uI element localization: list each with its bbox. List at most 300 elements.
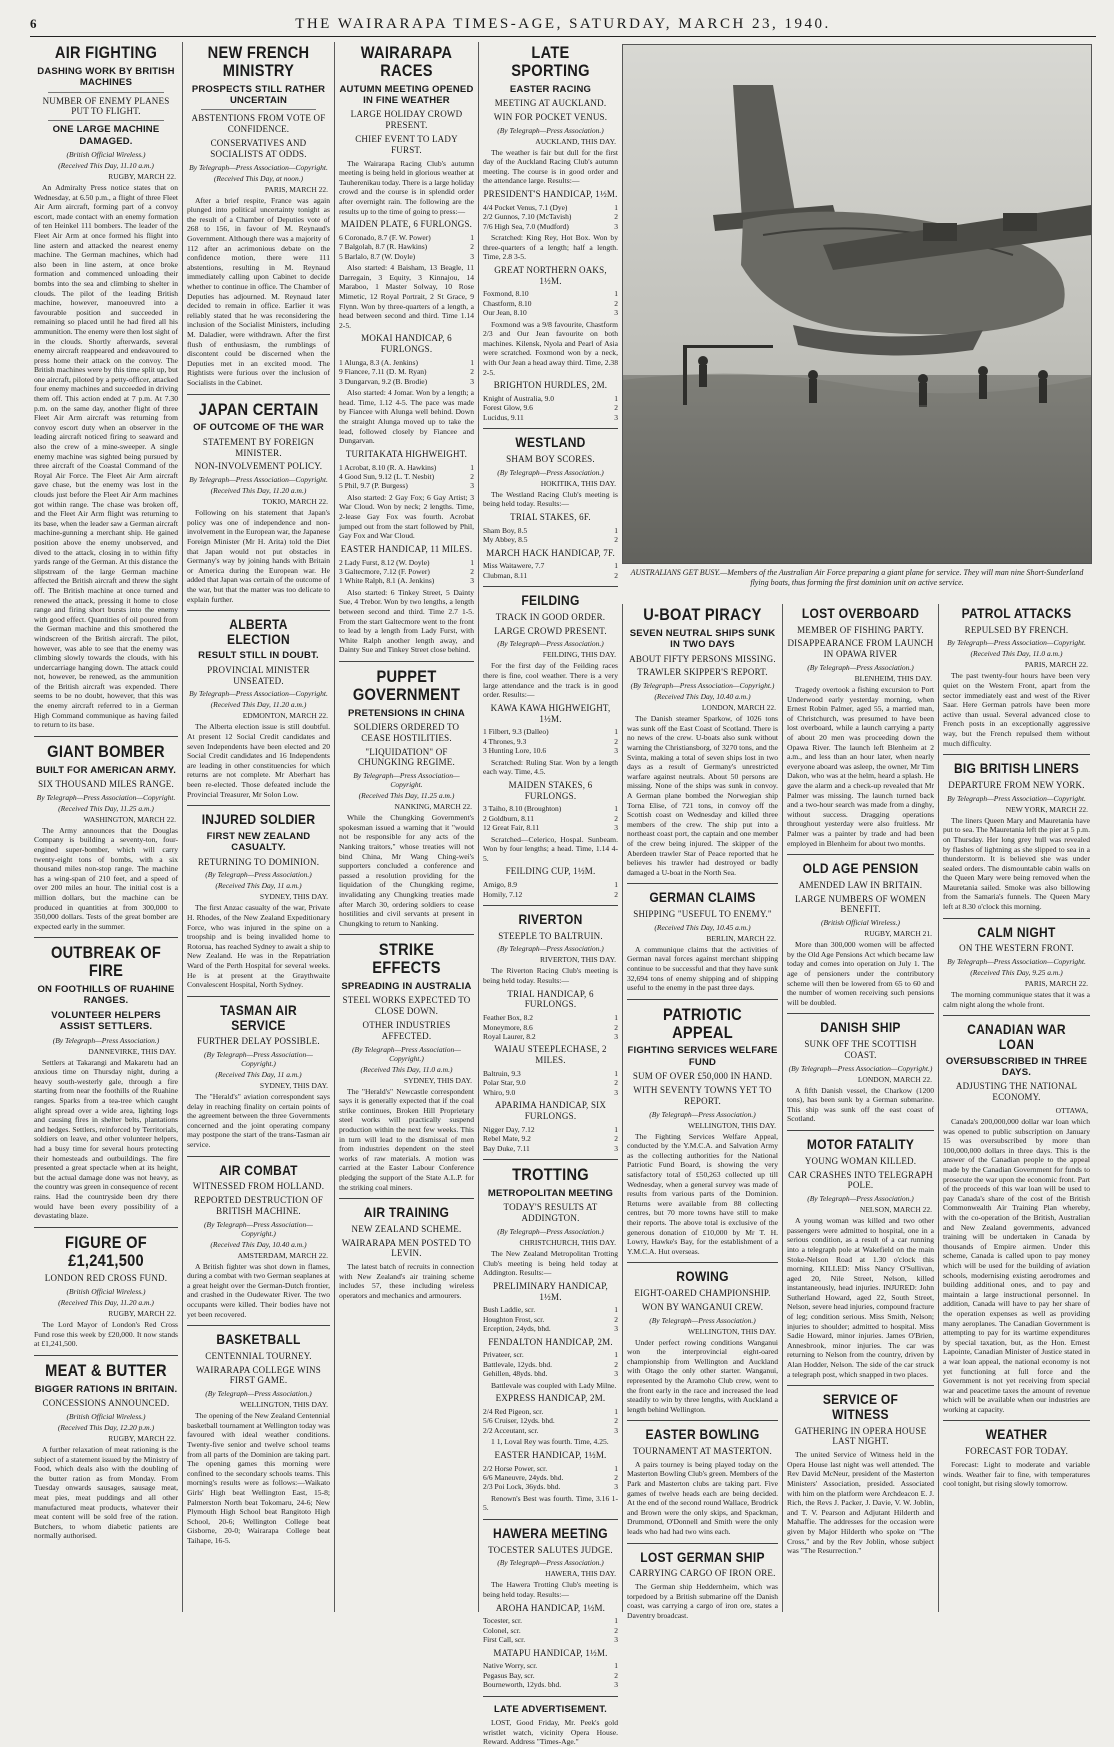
race-notes: Renown's Best was fourth. Time, 3.16 1-5. xyxy=(483,1493,618,1513)
result-place: 1 xyxy=(614,561,618,571)
result-row xyxy=(483,394,618,403)
result-place: 2 xyxy=(614,1670,618,1680)
deck: NEW ZEALAND SCHEME. xyxy=(351,1223,462,1234)
source-line: (By Telegraph—Press Association.) xyxy=(205,1389,312,1399)
headline: WEATHER xyxy=(985,1426,1048,1443)
divider xyxy=(48,120,164,121)
story-outbreak-of-fire xyxy=(34,937,178,1220)
place-line: WELLINGTON, THIS DAY. xyxy=(687,1326,776,1336)
result-row xyxy=(483,1305,618,1314)
story-service-of-witness xyxy=(787,1385,934,1556)
result-entry: 1 Alunga, 8.3 (A. Jenkins) xyxy=(339,357,418,367)
result-place: 1 xyxy=(614,202,618,212)
deck: WITNESSED FROM HOLLAND. xyxy=(192,1181,325,1192)
deck: LONDON RED CROSS FUND. xyxy=(44,1273,168,1284)
result-row xyxy=(483,1416,618,1425)
article-body: The Lord Mayor of London's Red Cross Fund rose this week by £20,000. It now stands at £1,241,500. xyxy=(34,1320,178,1349)
result-row xyxy=(483,1144,618,1153)
result-place: 1 xyxy=(614,1013,618,1023)
deck: SHIPPING "USEFUL TO ENEMY." xyxy=(633,909,772,919)
result-entry: Our Jean, 8.10 xyxy=(483,308,527,318)
deck: DISAPPEARANCE FROM LAUNCH IN OPAWA RIVER xyxy=(787,638,934,660)
result-place: 2 xyxy=(614,570,618,580)
result-entry: 4/4 Pocket Venus, 7.1 (Dye) xyxy=(483,202,568,212)
headline: U-BOAT PIRACY xyxy=(643,605,762,624)
result-place: 2 xyxy=(470,242,474,252)
result-row xyxy=(483,571,618,580)
result-row xyxy=(483,1482,618,1491)
race-results xyxy=(483,1125,618,1153)
story-puppet-government xyxy=(339,661,474,928)
article-body: The Danish steamer Sparkow, of 1026 tons was sunk off the East Coast of Scotland. There is no news of the crew. U-boats also sunk without warning the Christiansborg, of 3270 tons, and the Svinta, making a total of seven ships lost in two days as a result of Germany's unrestricted warfare against neutrals. About 50 persons are missing. None of the ships was sunk in convoy. A German plane bombed the Norwegian ship Torna Elise, of 721 tons, in convoy off the Scottish coast on Wednesday and killed three members of the crew. The ship put into a northeast coast port, the captain and one member of the crew being injured. The skipper of the Aberdeen trawler Star of Peace reported that he believes his trawler had destroyed or badly damaged a U-boat in the North Sea. xyxy=(627,714,778,877)
story-riverton xyxy=(483,905,618,1153)
deck: RESULT STILL IN DOUBT. xyxy=(198,650,319,662)
result-row xyxy=(483,823,618,832)
headline: WESTLAND xyxy=(515,434,586,451)
result-place: 1 xyxy=(614,727,618,737)
race-results xyxy=(483,1407,618,1435)
story-lost-german-ship xyxy=(627,1543,778,1621)
place-line: FEILDING, THIS DAY. xyxy=(542,650,616,660)
received-line: (Received This Day, 10.45 a.m.) xyxy=(654,922,751,932)
story-tasman-air xyxy=(187,996,330,1150)
story-french-ministry xyxy=(187,44,330,388)
deck: GATHERING IN OPERA HOUSE LAST NIGHT. xyxy=(794,1425,927,1447)
race-notes: 1 1, Loval Rey was fourth. Time, 4.25. xyxy=(491,1437,609,1447)
race-title: TRIAL STAKES, 6F. xyxy=(510,511,591,522)
result-place: 2 xyxy=(614,535,618,545)
article-body: An Admiralty Press notice states that on Wednesday, at 6.50 p.m., a flight of three Fleet Air Arm aircraft, forming part of a convoy escort, made contact with an enemy formation of ten Heinkel 111 bombers. The leader of the Fleet Air Arm at once formed his flight into line astern and attacked the nearest enemy machine. The German machines, which had also been in line astern, at once broke formation and commenced unloading their bombs into the sea and climbing to shelter in clouds. The pilot of the leading British machine, however, manoeuvred into a favourable position and succeeded in remaining so placed until he had fired all his ammunition. The enemy were then lost sight of in the clouds. Shortly afterwards, several enemy aircraft reappeared and endeavoured to press home their attack on the convoy. The British machines were by this time split up, but one aircraft, piloted by a petty-officer, attacked four enemy machines and succeeded in driving them off. This action ended at 7 p.m. At 7.30 p.m. on the same day, another flight of three Fleet Air Arm aircraft was returning from convoy escort duty when an observer in the leading aircraft noticed firing to seaward and also the crew of a mine-sweeper. A single enemy machine was sighted being pursued by three aircraft of the Coastal Command of the Royal Air Force. The Fleet Air Arm aircraft gave chase, but the enemy was lost in the clouds just before the Fleet Air Arm machines got within range. The chase was broken off, and the Fleet Air Arm flight was returning to its base, when the leader saw a German aircraft machine-gunning a merchant ship. He gained position above the enemy unobserved, and dived to the attack, closing in to within fifty yards range of the German. At this distance the slipstream of the large German machine affected the British aircraft and threw the sight off. The British machine at once turned and renewed the attack, pressing it home to close range and firing short bursts into the enemy with good effect. Quantities of oil poured from the German machine and this smothered the windscreen of the British aircraft. The pilot, however, was able to see that the enemy was climbing slowly towards the clouds, with his undercarriage hanging down. The attack could not, however, be renewed, as the ammunition of the British aircraft was expended. There seems to be no doubt, however, that this was the enemy aircraft referred to in a German High Command communique as having failed to return to its base. xyxy=(34,183,178,730)
divider xyxy=(201,109,316,110)
race-title: EASTER HANDICAP, 11 MILES. xyxy=(340,543,473,554)
story-uboat-piracy xyxy=(627,606,778,877)
result-place: 3 xyxy=(614,1324,618,1334)
result-entry: 3 Hunting Lore, 10.6 xyxy=(483,746,547,756)
result-entry: 2/2 Horse Power, scr. xyxy=(483,1463,548,1473)
result-row xyxy=(483,1134,618,1143)
headline: LOST OVERBOARD xyxy=(801,605,920,621)
article-body: The opening of the New Zealand Centennial basketball tournament at Wellington today was favoured with ideal weather conditions. Twenty-five senior and twelve school teams from all parts of the Dominion are taking part. The opening games this morning were confined to the secondary schools teams. This morning's results were as follows:—Waikato Girls' High beat Wellington East, 15-8; Palmerston North beat Tokomaru, 24-6; New Plymouth High School beat Rangitoto High School, 20-6; Wellington College beat Gisborne, 20-0; Wairarapa College beat Taihape, 16-5. xyxy=(187,1411,330,1545)
headline: TROTTING xyxy=(512,1165,589,1185)
race-title: BRIGHTON HURDLES, 2M. xyxy=(493,380,608,391)
headline: CANADIAN WAR LOAN xyxy=(967,1021,1066,1053)
race-title: MATAPU HANDICAP, 1½M. xyxy=(493,1647,608,1658)
column-2 xyxy=(182,42,334,1612)
result-entry: 1 Filbert, 9.3 (Dalleo) xyxy=(483,727,549,737)
result-row xyxy=(339,576,474,585)
race-notes: Also started: 6 Tinkey Street, 5 Dainty Sue, 4 Trebor. Won by two lengths, a length between second and third. Time 2.7 1-5. From the start Galtecmore went to the front to lead by a length from Lady Furst, with White Ralph another length away, and Dainty Sue and Tinkey Street close behind. xyxy=(339,587,474,655)
result-place: 3 xyxy=(614,308,618,318)
result-place: 2 xyxy=(614,298,618,308)
deck: SHAM BOY SCORES. xyxy=(506,453,595,464)
deck: SIX THOUSAND MILES RANGE. xyxy=(38,779,174,790)
headline: AIR TRAINING xyxy=(363,1204,450,1221)
result-place: 1 xyxy=(614,804,618,814)
place-line: HAWERA, THIS DAY. xyxy=(545,1569,616,1579)
article-body: The morning communique states that it was a calm night along the whole front. xyxy=(943,990,1090,1009)
source-line: By Telegraph—Press Association—Copyright. xyxy=(36,792,176,802)
result-entry: Foxmond, 8.10 xyxy=(483,289,529,299)
result-entry: Nigger Day, 7.12 xyxy=(483,1124,535,1134)
column-6 xyxy=(782,604,938,1612)
result-place: 3 xyxy=(614,746,618,756)
article-body: The first Anzac casualty of the war, Private H. Rhodes, of the New Zealand Expeditionary Force, who was injured in the spine on a troopship and is being invalided home to Rotorua, has reached Sydney to await a ship to New Zealand. He was in the Repatriation Ward of the Perth Hospital for several weeks. He is at present at the Graythwaite Convalescent Hospital, North Sydney. xyxy=(187,903,330,990)
source-line: By Telegraph—Press Association—Copyright. xyxy=(353,771,460,790)
received-line: (Received This Day, 11.20 a.m.) xyxy=(58,1298,154,1308)
story-air-training xyxy=(339,1198,474,1300)
place-line: TOKIO, MARCH 22. xyxy=(262,497,328,507)
result-place: 3 xyxy=(614,412,618,422)
headline: MOTOR FATALITY xyxy=(806,1136,915,1153)
result-row xyxy=(483,1078,618,1087)
source-line: (By Telegraph—Press Association—Copyright.) xyxy=(630,681,775,691)
story-rowing xyxy=(627,1262,778,1414)
race-results xyxy=(483,1464,618,1492)
result-row xyxy=(339,367,474,376)
article-body: The latest batch of recruits in connection with New Zealand's air training scheme includes 57, these including wireless operators and mechanics and armourers. xyxy=(339,1262,474,1300)
deck: ON THE WESTERN FRONT. xyxy=(959,943,1074,954)
result-entry: Battlevale, 12yds. bhd. xyxy=(483,1359,552,1369)
deck: REPULSED BY FRENCH. xyxy=(964,624,1069,635)
result-entry: 5 Barlalo, 8.7 (W. Doyle) xyxy=(339,251,416,261)
result-place: 3 xyxy=(470,376,474,386)
story-big-british-liners xyxy=(943,754,1090,911)
result-entry: Native Worry, scr. xyxy=(483,1661,538,1671)
race-results xyxy=(339,463,474,491)
result-row xyxy=(483,403,618,412)
article-body: Under perfect rowing conditions Wanganui won the interprovincial eight-oared championship from Wellington and Auckland with Otago the only other starter. Wanganui, represented by the Aramoho Club crew, went to the front early in the race and increased the lead steadily to win by three lengths, with Auckland a length behind Wellington. xyxy=(627,1337,778,1414)
headline: LATE SPORTING xyxy=(511,43,590,80)
place-line: AMSTERDAM, MARCH 22. xyxy=(237,1250,328,1260)
race-results xyxy=(483,1350,618,1378)
source-line: (British Official Wireless.) xyxy=(820,918,901,928)
headline: AIR FIGHTING xyxy=(54,43,158,62)
result-place: 2 xyxy=(614,889,618,899)
result-row xyxy=(483,1680,618,1689)
source-line: (By Telegraph—Press Association.) xyxy=(205,870,312,880)
result-entry: Bush Laddie, scr. xyxy=(483,1305,536,1315)
result-place: 2 xyxy=(614,1416,618,1426)
story-trotting xyxy=(483,1159,618,1513)
source-line: (By Telegraph—Press Association—Copyright.) xyxy=(204,1219,313,1238)
race-results xyxy=(483,394,618,422)
result-place: 3 xyxy=(614,1032,618,1042)
result-entry: Feather Box, 8.2 xyxy=(483,1013,533,1023)
deck: SOLDIERS ORDERED TO CEASE HOSTILITIES. xyxy=(353,722,460,743)
flying-boat-illustration xyxy=(623,45,1091,563)
race-notes: Scratched: Ruling Star. Won by a length each way. Time, 4.5. xyxy=(483,757,618,777)
place-line: RUGBY, MARCH 22. xyxy=(108,1309,176,1319)
result-row xyxy=(339,481,474,490)
article-body: The Riverton Racing Club's meeting is being held today. Results:— xyxy=(483,966,618,986)
result-row xyxy=(483,413,618,422)
place-line: PARIS, MARCH 22. xyxy=(1024,979,1088,989)
photo-caption: AUSTRALIANS GET BUSY.—Members of the Australian Air Force preparing a giant plane for service. They will man nine Short-Sunderland flying boats, thus forming the first dominion unit on active service. xyxy=(630,568,1084,587)
article-body: The "Herald's" aviation correspondent says delay in reaching finality on certain points of the agreement between the three Governments concerned and the joint operating company may postpone the start of the trans-Tasman air service. xyxy=(187,1091,330,1149)
story-danish-ship xyxy=(787,1013,934,1124)
deck: BIGGER RATIONS IN BRITAIN. xyxy=(34,1383,178,1395)
race-title: KAWA KAWA HIGHWEIGHT, 1½M. xyxy=(490,702,611,724)
deck: STEEPLE TO BALTRUIN. xyxy=(498,930,603,941)
headline: HAWERA MEETING xyxy=(493,1524,608,1541)
result-row xyxy=(339,242,474,251)
deck: BUILT FOR AMERICAN ARMY. xyxy=(35,764,177,776)
race-results xyxy=(339,233,474,261)
deck: OTHER INDUSTRIES AFFECTED. xyxy=(362,1019,451,1041)
race-notes: Scratched—Celerico, Hospal. Sunbeam. Won by four lengths; a head. Time, 1.14 4-5. xyxy=(483,834,618,863)
place-line: OTTAWA, xyxy=(1055,1106,1088,1116)
place-line: AUCKLAND, THIS DAY. xyxy=(535,136,616,146)
result-row xyxy=(483,746,618,755)
result-place: 3 xyxy=(614,221,618,231)
result-place: 1 xyxy=(470,557,474,567)
received-line: (Received This Day, 11.10 a.m.) xyxy=(58,161,154,170)
deck: CARRYING CARGO OF IRON ORE. xyxy=(629,1568,776,1579)
result-place: 3 xyxy=(614,1087,618,1097)
result-entry: 2/2 Gunnos, 7.10 (McTavish) xyxy=(483,212,572,222)
place-line: WELLINGTON, THIS DAY. xyxy=(687,1120,776,1130)
race-results xyxy=(483,289,618,317)
race-title: EXPRESS HANDICAP, 2M. xyxy=(495,1393,606,1404)
result-place: 1 xyxy=(614,394,618,404)
race-results xyxy=(483,1616,618,1644)
deck: STEEL WORKS EXPECTED TO CLOSE DOWN. xyxy=(342,995,471,1017)
source-line: (By Telegraph—Press Association.) xyxy=(807,663,914,673)
result-row xyxy=(483,308,618,317)
headline: MEAT & BUTTER xyxy=(45,1361,167,1381)
deck: REPORTED DESTRUCTION OF BRITISH MACHINE. xyxy=(193,1195,324,1216)
result-row xyxy=(339,233,474,242)
article-body: The Hawera Trotting Club's meeting is being held today. Results:— xyxy=(483,1580,618,1600)
article-body: The united Service of Witness held in the Opera House last night was well attended. The Rev David McNeur, president of the Masterton Ministers' Association, presided. Associated with him on the platform were Archdeacon E. J. Rich, the Revs J. Packer, J. Davie, V. W. Joblin, and T. V. Pearson and Adjutant Hilderth and Mahaffie. The addresses for the occasion were given by Major Hilderth who spoke on "The Cross," and by the Rev Joblin, whose subject was "The Resurrection." xyxy=(787,1450,934,1556)
place-line: RUGBY, MARCH 21. xyxy=(864,929,932,939)
article-body: The Wairarapa Racing Club's autumn meeting is being held in glorious weather at Tauherenikau today. There is a large holiday crowd and the course is in splendid order after overnight rain. The following are the results up to the time of going to press:— xyxy=(339,158,474,216)
source-line: (By Telegraph—Press Association.) xyxy=(807,1194,914,1204)
deck: WAIRARAPA COLLEGE WINS FIRST GAME. xyxy=(196,1364,321,1386)
story-old-age-pension xyxy=(787,854,934,1007)
result-entry: Tocester, scr. xyxy=(483,1616,522,1626)
deck: WIN FOR POCKET VENUS. xyxy=(493,111,608,122)
result-place: 2 xyxy=(614,1022,618,1032)
source-line: (By Telegraph—Press Association—Copyright.) xyxy=(352,1044,461,1063)
result-entry: 2 Goldburn, 8.11 xyxy=(483,813,534,823)
deck: MEETING AT AUCKLAND. xyxy=(494,98,607,109)
race-notes: Battlevale was coupled with Lady Milne. xyxy=(491,1380,617,1390)
race-title: MAIDEN PLATE, 6 FURLONGS. xyxy=(340,219,473,230)
place-line: NANKING, MARCH 22. xyxy=(394,802,472,812)
result-place: 2 xyxy=(614,1078,618,1088)
result-entry: Pegasus Bay, scr. xyxy=(483,1670,535,1680)
result-place: 1 xyxy=(614,880,618,890)
result-row xyxy=(483,1125,618,1134)
received-line: (Received This Day, 9.25 a.m.) xyxy=(970,968,1063,978)
deck: WON BY WANGANUI CREW. xyxy=(641,1301,764,1312)
result-entry: 3 Galtecmore, 7.12 (F. Power) xyxy=(339,566,430,576)
deck: TRAWLER SKIPPER'S REPORT. xyxy=(637,667,768,678)
column-1 xyxy=(30,42,182,1612)
headline: OLD AGE PENSION xyxy=(802,860,919,877)
race-notes: Also started: 4 Baisham, 13 Beagle, 11 Darregain, 3 Equity, 3 Kinnajou, 14 Maraboo, 1 Master Solway, 10 Rose Mimetic, 12 Royal Portrait, 2 St Grace, 9 Flynn. Won by three-quarters of a length, a head between second and third. Time 1.14 2-5. xyxy=(339,263,474,330)
article-body: The weather is fair but dull for the first day of the Auckland Racing Club's autumn meeting. The course is in good order and the attendance large. Results:— xyxy=(483,147,618,186)
place-line: BERLIN, MARCH 22. xyxy=(706,933,776,943)
article-body: A fifth Danish vessel, the Charkow (1200 tons), has been sunk by a German submarine. This ship was sunk off the east coast of Scotland. xyxy=(787,1085,934,1124)
result-row xyxy=(483,1626,618,1635)
result-entry: Miss Waitawere, 7.7 xyxy=(483,561,545,571)
result-entry: Colonel, scr. xyxy=(483,1625,521,1635)
race-title: FEILDING CUP, 1½M. xyxy=(505,866,596,877)
result-row xyxy=(483,737,618,746)
result-row xyxy=(483,1635,618,1644)
result-row xyxy=(483,1369,618,1378)
race-title: EASTER HANDICAP, 1½M. xyxy=(494,1449,607,1460)
result-row xyxy=(483,1407,618,1416)
headline: PATROL ATTACKS xyxy=(961,605,1072,621)
race-results xyxy=(483,1013,618,1041)
result-entry: Knight of Australia, 9.0 xyxy=(483,394,555,404)
article-body: A young woman was killed and two other passengers were admitted to hospital, one in a serious condition, as a result of a car running into a telegraph pole at Wakefield on the main Stoke-Nelson Road at 1.30 o'clock this morning. KILLED: Miss Nancy O'Sullivan, aged 20, Nile Street, Nelson, killed instantaneously, head injuries. INJURED: John Sutherland Howard, aged 22, South Street, Nelson, severe head injuries, compound fracture of leg; condition serious. Miss Smith, Nelson; injuries to shoulder; admitted to hospital. Miss Sadie Howard, minor injuries. James O'Brien, Annesbrook, minor injuries. The car was returning to Nelson from the country, driven by Alan Hodder, Nelson. The side of the car struck a telegraph post, which snapped in two places. xyxy=(787,1216,934,1379)
race-results xyxy=(483,526,618,545)
headline: BIG BRITISH LINERS xyxy=(953,760,1080,777)
result-place: 2 xyxy=(614,1314,618,1324)
result-row xyxy=(483,1661,618,1670)
place-line: NELSON, MARCH 22. xyxy=(859,1205,932,1215)
source-line: (British Official Wireless.) xyxy=(66,150,146,159)
story-late-advertisement xyxy=(483,1696,618,1747)
result-row xyxy=(483,880,618,889)
deck: MEMBER OF FISHING PARTY. xyxy=(797,624,924,635)
race-title: TURITAKATA HIGHWEIGHT. xyxy=(345,448,468,459)
headline: EASTER BOWLING xyxy=(645,1426,760,1443)
deck: TRACK IN GOOD ORDER. xyxy=(495,611,606,622)
result-row xyxy=(483,1350,618,1359)
deck: FIRST NEW ZEALAND CASUALTY. xyxy=(206,830,311,854)
result-entry: 6/6 Maneuvre, 24yds. bhd. xyxy=(483,1472,564,1482)
deck: TOURNAMENT AT MASTERTON. xyxy=(633,1446,772,1457)
result-place: 1 xyxy=(470,462,474,472)
result-row xyxy=(483,1324,618,1333)
story-lost-overboard xyxy=(787,606,934,848)
story-air-combat xyxy=(187,1156,330,1320)
result-entry: Erception, 24yds, bhd. xyxy=(483,1324,551,1334)
race-results xyxy=(483,1661,618,1689)
deck: TODAY'S RESULTS AT ADDINGTON. xyxy=(503,1202,598,1224)
deck: SUM OF OVER £50,000 IN HAND. xyxy=(632,1071,773,1082)
result-entry: Bay Duke, 7.11 xyxy=(483,1143,530,1153)
place-line: RIVERTON, THIS DAY. xyxy=(540,955,616,965)
result-place: 1 xyxy=(614,1406,618,1416)
deck: "LIQUIDATION" OF CHUNGKING REGIME. xyxy=(358,746,455,768)
headline: LOST GERMAN SHIP xyxy=(640,1548,765,1565)
story-german-claims xyxy=(627,883,778,992)
story-wairarapa-races xyxy=(339,44,474,655)
article-body: While the Chungking Government's spokesman issued a warning that it "would not be responsible for any acts of the Nanking traitors," whose treaties will not bind China, Mr Wang Ching-wei's supporters concluded a conference and passed a resolution providing for the liquidation of the Chungking regime, invalidating any Chungking treaties made after March 30, ordering soldiers to cease hostilities and civil servants at present in Chungking to return to Nanking. xyxy=(339,813,474,928)
headline: CALM NIGHT xyxy=(977,923,1056,940)
source-line: (British Official Wireless.) xyxy=(66,1287,146,1297)
source-line: By Telegraph—Press Association—Copyright. xyxy=(189,475,328,485)
received-line: (Received This Day, 11.25 a.m.) xyxy=(58,803,154,813)
deck: ADJUSTING THE NATIONAL ECONOMY. xyxy=(955,1081,1078,1103)
article-body: The "Herald's" Newcastle correspondent says it is generally expected that if the coal strike continues, Broken Hill Proprietary steel works will practically suspend production within the next few weeks. This in turn will lead to the dismissal of men from industries dependent on the steel works of raw materials. A motion was carried at the Easter Labour Conference pledging the support of the State A.L.P. for the striking coal miners. xyxy=(339,1086,474,1192)
deck: OF OUTCOME OF THE WAR xyxy=(193,422,324,434)
result-row xyxy=(483,1088,618,1097)
story-late-sporting xyxy=(483,44,618,422)
race-title: AROHA HANDICAP, 1½M. xyxy=(495,1602,606,1613)
received-line: (Received This Day, 11 a.m.) xyxy=(215,1069,302,1079)
result-row xyxy=(339,252,474,261)
headline: OUTBREAK OF FIRE xyxy=(50,943,162,981)
story-basketball xyxy=(187,1325,330,1545)
received-line: (Received This Day, 11.0 a.m.) xyxy=(970,649,1063,659)
race-results xyxy=(483,727,618,755)
story-feilding xyxy=(483,586,618,899)
headline: LATE ADVERTISEMENT. xyxy=(493,1703,608,1715)
result-row xyxy=(483,203,618,212)
result-place: 3 xyxy=(470,576,474,586)
received-line: (Received This Day, 11.20 a.m.) xyxy=(210,486,307,496)
result-row xyxy=(483,561,618,570)
result-row xyxy=(483,222,618,231)
result-entry: 2/3 Poi Lock, 36yds. bhd. xyxy=(483,1482,561,1492)
result-entry: Privateer, scr. xyxy=(483,1350,524,1360)
story-motor-fatality xyxy=(787,1130,934,1379)
article-body: A pairs tourney is being played today on the Masterton Bowling Club's green. Members of the Park and Masterton clubs are taking part. Five games of twelve heads each are being decided. At the end of the second round Wallace, Brodrick and Brown were the only skips, and Spackman, Drummond, O'Donnell and Smith were the only leads who had had two wins each. xyxy=(627,1459,778,1537)
place-line: PARIS, MARCH 22. xyxy=(1024,660,1088,670)
headline: FEILDING xyxy=(521,592,580,609)
result-place: 1 xyxy=(614,1069,618,1079)
column-4 xyxy=(478,42,622,1747)
article-body: For the first day of the Feilding races there is fine, cool weather. There is a very large attendance and the track is in good order. Results:— xyxy=(483,661,618,700)
result-entry: Bourneworth, 12yds. bhd. xyxy=(483,1680,562,1690)
race-title: PRELIMINARY HANDICAP, 1½M. xyxy=(493,1280,608,1302)
result-place: 2 xyxy=(614,1134,618,1144)
result-row xyxy=(483,1315,618,1324)
result-entry: Royal Laurer, 8.2 xyxy=(483,1032,536,1042)
article-body: Tragedy overtook a fishing excursion to Port Underwood early yesterday morning, when Ernest Robin Palmer, aged 55, a married man, of Christchurch, was presumed to have been lost overboard, while a launch carrying a party of about 20 men was proceeding down the Opawa River. The launch left Blenheim at 2 a.m., and less than an hour later, when nearly everyone aboard was asleep, the owner, Mr Tim Dakon, who was at the helm, heard a splash. He gave the alarm and a check-up revealed that Mr Palmer was missing. The launch turned back and a two-hour search was made from a dinghy, without success. Dragging operations throughout yesterday were also fruitless. Mr Palmer was a painter by trade and had been employed in Blenheim for about two months. xyxy=(787,685,934,848)
received-line: (Received This Day, 11 a.m.) xyxy=(215,881,302,891)
place-line: WELLINGTON, THIS DAY. xyxy=(239,1400,328,1410)
result-place: 3 xyxy=(470,481,474,491)
article-body: Forecast: Light to moderate and variable winds. Weather fair to fine, with temperatures cool tonight, but rising slowly tomorrow. xyxy=(943,1459,1090,1489)
newspaper-title: THE WAIRARAPA TIMES-AGE, SATURDAY, MARCH 23, 1940. xyxy=(295,15,831,32)
place-line: RUGBY, MARCH 22. xyxy=(108,1434,176,1444)
place-line: EDMONTON, MARCH 22. xyxy=(242,711,328,721)
story-hawera xyxy=(483,1519,618,1690)
result-place: 2 xyxy=(614,813,618,823)
place-line: CHRISTCHURCH, THIS DAY. xyxy=(519,1237,616,1247)
source-line: (British Official Wireless.) xyxy=(66,1412,146,1422)
result-row xyxy=(483,1032,618,1041)
headline: WAIRARAPA RACES xyxy=(360,43,453,80)
received-line: (Received This Day, at noon.) xyxy=(213,173,304,183)
deck: NUMBER OF ENEMY PLANES PUT TO FLIGHT. xyxy=(42,95,170,117)
headline: NEW FRENCH MINISTRY xyxy=(207,43,310,80)
source-line: By Telegraph—Press Association—Copyright. xyxy=(947,793,1086,803)
result-entry: 12 Great Fair, 8.11 xyxy=(483,823,540,833)
result-entry: 2/4 Red Pigeon, scr. xyxy=(483,1406,544,1416)
result-row xyxy=(339,377,474,386)
result-row xyxy=(483,727,618,736)
deck: PROVINCIAL MINISTER UNSEATED. xyxy=(207,664,310,686)
race-notes: Also started: 2 Gay Fox; 6 Gay Artist; 3 War Cloud. Won by neck; 2 lengths. Time, 2-lease Gay Fox was fourth. Acrobat jumped out from the start followed by Phil, Gay Fox and War Cloud. xyxy=(339,492,474,541)
result-entry: 2 Lady Furst, 8.12 (W. Doyle) xyxy=(339,557,430,567)
article-body: The liners Queen Mary and Mauretania have put to sea. The Mauretania left the pier at 5 p.m. on Thursday. Her long grey hull was revealed by flashes of lightning as she slipped to sea in a thunderstorm. It is believed she was under sealed orders. The dismountable cabin walls on the Queen Mary were being removed when the Mauretania sailed. Smoke was also billowing from the Samaria's funnels. The Queen Mary left at 8.30 o'clock this morning. xyxy=(943,815,1090,912)
deck: SUNK OFF THE SCOTTISH COAST. xyxy=(804,1039,917,1060)
headline: ALBERTA ELECTION xyxy=(227,616,290,647)
story-calm-night xyxy=(943,918,1090,1010)
race-results xyxy=(339,358,474,386)
news-photo-flying-boat xyxy=(622,44,1092,564)
result-entry: Homily, 7.12 xyxy=(483,889,523,899)
